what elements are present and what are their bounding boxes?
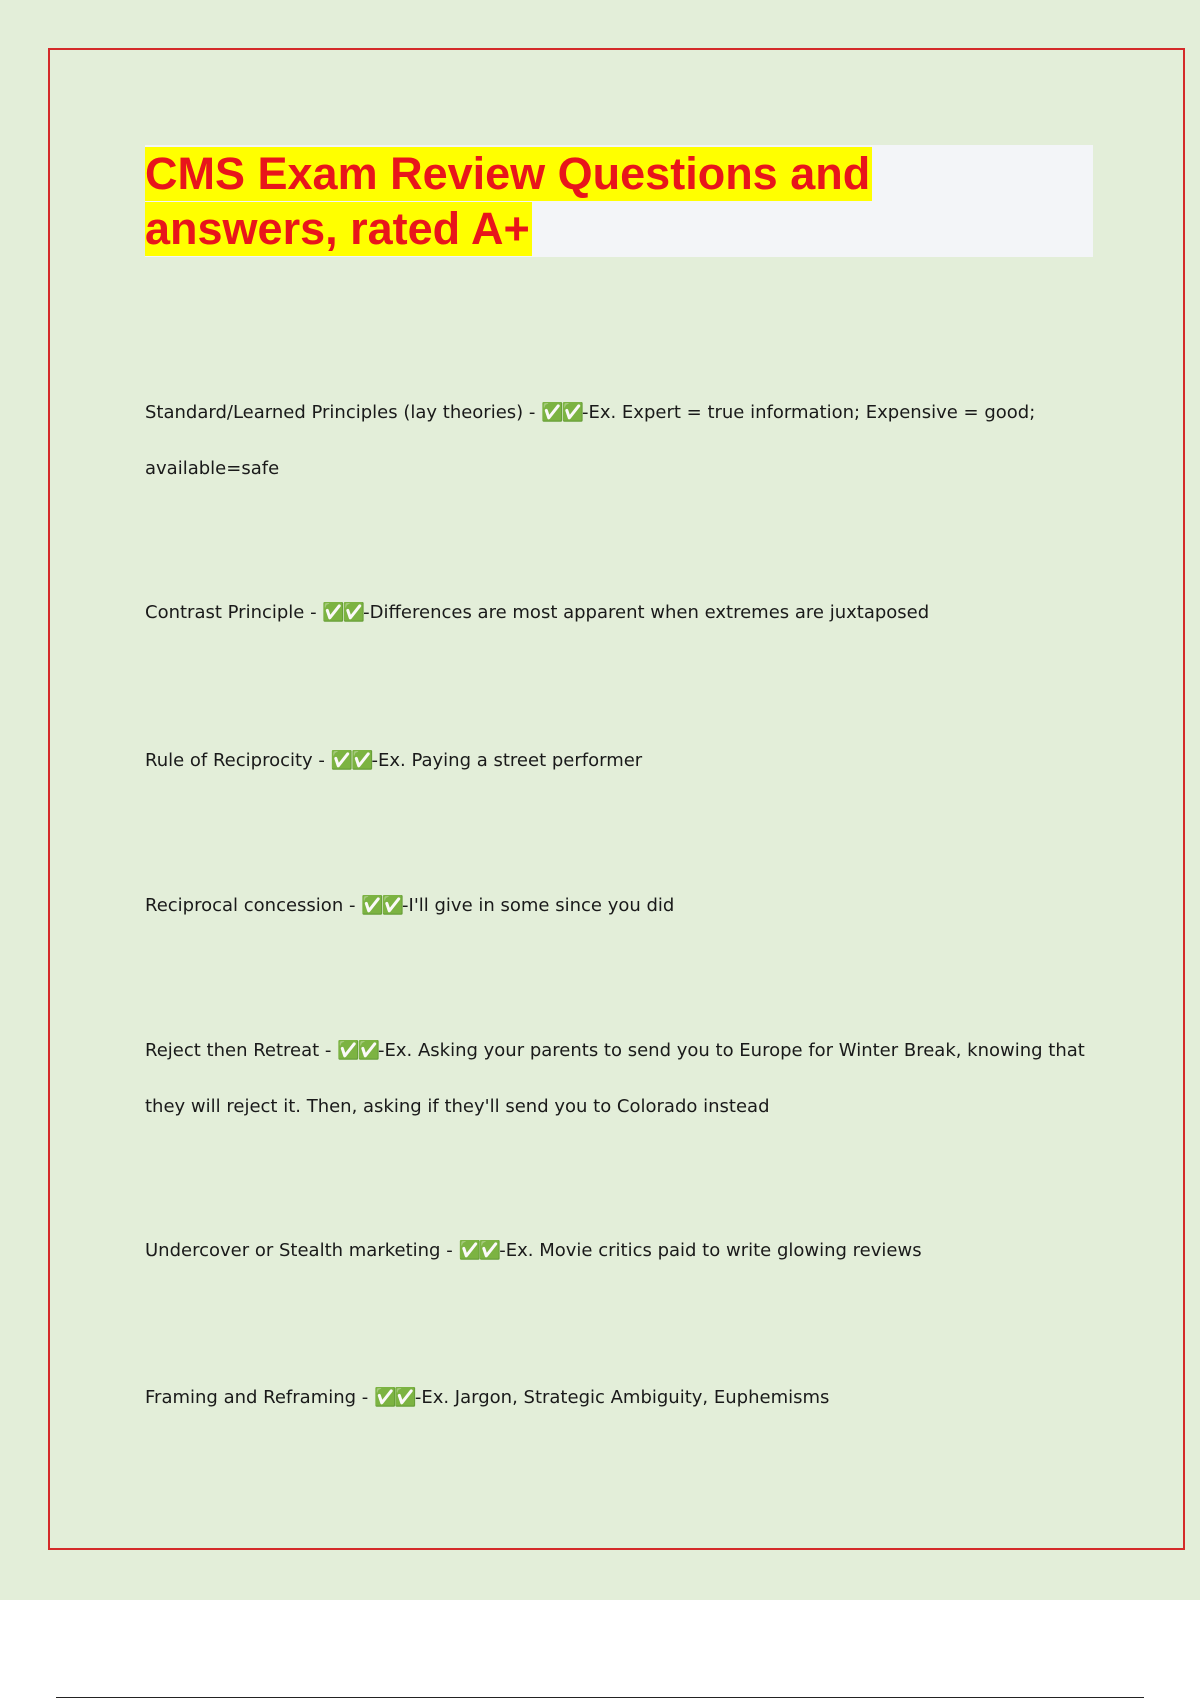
- entry-answer: -Ex. Asking your parents to send you to Europe for Winter Break, knowing that they will reject it. Then, asking if they'll send you to Colorado instead: [145, 1040, 1085, 1117]
- entry-separator: -: [312, 750, 331, 771]
- document-title-line-2: answers, rated A+: [145, 203, 530, 254]
- entry-separator: -: [304, 602, 323, 623]
- double-check-icon: ✅✅: [374, 1387, 415, 1408]
- entry-term: Undercover or Stealth marketing: [145, 1240, 441, 1261]
- qa-entry-rule-of-reciprocity: [145, 733, 1095, 789]
- entry-term: Framing and Reframing: [145, 1387, 357, 1408]
- entry-answer: -Ex. Jargon, Strategic Ambiguity, Euphemisms: [414, 1387, 830, 1408]
- entry-answer: -I'll give in some since you did: [402, 895, 675, 916]
- footer-divider: [56, 1697, 1144, 1698]
- double-check-icon: ✅✅: [458, 1240, 500, 1261]
- entry-term: Standard/Learned Principles (lay theories): [145, 402, 524, 423]
- double-check-icon: ✅✅: [361, 895, 403, 916]
- page-border: [48, 48, 1185, 1550]
- qa-entry-standard-learned-principles: [145, 385, 1095, 497]
- entry-answer: -Ex. Expert = true information; Expensive = good; available=safe: [145, 402, 1036, 479]
- qa-entry-reciprocal-concession: [145, 878, 1095, 934]
- entry-term: Reject then Retreat: [145, 1040, 320, 1061]
- qa-entry-framing-and-reframing: [145, 1370, 1095, 1426]
- double-check-icon: ✅✅: [337, 1040, 378, 1061]
- entry-separator: -: [523, 402, 542, 423]
- double-check-icon: ✅✅: [541, 402, 582, 423]
- entry-separator: -: [343, 895, 362, 916]
- entry-separator: -: [440, 1240, 459, 1261]
- entry-term: Contrast Principle: [145, 602, 305, 623]
- entry-answer: -Differences are most apparent when extremes are juxtaposed: [363, 602, 930, 623]
- qa-entry-reject-then-retreat: [145, 1023, 1095, 1135]
- entry-answer: -Ex. Paying a street performer: [371, 750, 643, 771]
- qa-entry-stealth-marketing: [145, 1223, 1095, 1279]
- qa-entry-contrast-principle: [145, 585, 1095, 641]
- entry-answer: -Ex. Movie critics paid to write glowing reviews: [499, 1240, 922, 1261]
- document-title-line-1: CMS Exam Review Questions and: [145, 148, 871, 199]
- entry-term: Reciprocal concession: [145, 895, 344, 916]
- double-check-icon: ✅✅: [322, 602, 364, 623]
- entry-term: Rule of Reciprocity: [145, 750, 313, 771]
- double-check-icon: ✅✅: [330, 750, 372, 771]
- entry-separator: -: [356, 1387, 375, 1408]
- entry-separator: -: [319, 1040, 338, 1061]
